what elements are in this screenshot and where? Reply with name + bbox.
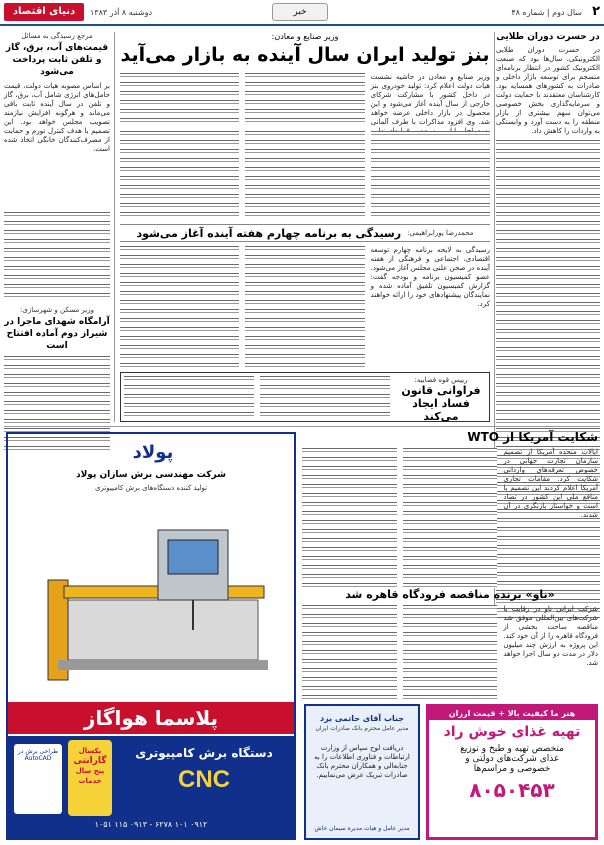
section-divider xyxy=(4,426,600,427)
mid-body: رسیدگی به لایحه برنامه چهارم توسعه اقتصادی، اجتماعی و فرهنگی از هفته آینده در صحن علنی مجلس آغاز می‌شود. عضو کمیسیون برنامه و بودجه گفت: گزارش کمیسیون تلفیق آماده شده و نمایندگان پیشنهادهای خود را ارائه خواهند کرد. xyxy=(370,246,490,308)
cnc-advertisement xyxy=(6,432,296,840)
cnc-machine-image xyxy=(28,500,278,696)
food-line2: غذای شرکت‌های دولتی و xyxy=(465,754,559,764)
food-line3: خصوصی و مراسم‌ها xyxy=(473,764,551,774)
cnc-phones: ۰۹۱۲ ۱۰۱ ۶۲۷۸ - ۰۹۱۳ ۱۱۵ ۱۰۵۱ xyxy=(94,820,208,829)
warranty-line4: خدمات xyxy=(78,777,102,785)
cnc-device-text: دستگاه برش کامپیوتری xyxy=(135,746,273,760)
food-advertisement xyxy=(426,704,598,840)
lead-text-column-4 xyxy=(371,131,490,221)
lead-text-column-5 xyxy=(245,131,364,221)
mid-story xyxy=(120,246,490,368)
congrats-advertisement xyxy=(304,704,420,840)
warranty-line1: یکسال xyxy=(78,747,102,755)
autocad-badge xyxy=(14,744,62,814)
cnc-bottom-panel xyxy=(8,736,294,838)
left-body: بر اساس مصوبه هیات دولت، قیمت حامل‌های انرژی شامل آب، برق، گاز و تلفن در سال آینده ثابت باقی می‌ماند و هرگونه افزایش نیازمند تصویب مجلس خواهد بود. این تصمیم با هدف کنترل تورم و حمایت از مصرف‌کنندگان خانگی اتخاذ شده است. xyxy=(4,82,110,153)
tender-headline: «ناو» برنده مناقصه فرودگاه قاهره شد xyxy=(345,588,555,601)
food-phone: ۸۰۵۰۴۵۳ xyxy=(469,778,555,802)
page-number: ۲ xyxy=(592,4,600,19)
cnc-company-name: شرکت مهندسی برش سازان پولاد xyxy=(75,470,226,480)
lead-headline: بنز تولید ایران سال آینده به بازار می‌آید xyxy=(120,44,490,66)
warranty-line3: پنج سال xyxy=(75,767,105,775)
left-headline: قیمت‌های آب، برق، گاز و تلفن ثابت پرداخت می‌شود xyxy=(5,43,109,77)
page-header xyxy=(0,0,604,26)
wto-text-column-3 xyxy=(302,448,397,588)
food-top-banner: هنر ما کیفیت بالا + قیمت ارزان xyxy=(429,707,595,720)
food-line1: متخصص تهیه و طبخ و توزیع xyxy=(460,744,564,754)
congrats-subtitle: مدیر عامل محترم بانک صادرات ایران xyxy=(315,725,409,732)
box-headline-line1: فراوانی قانون xyxy=(401,384,481,397)
plasma-banner: پلاسما هواگاز xyxy=(8,702,294,734)
lead-text-column-6 xyxy=(120,131,239,221)
subhead-prefix: محمدرضا پورابراهیمی: xyxy=(407,229,474,237)
mid-text-column-3 xyxy=(120,246,239,368)
cnc-label: CNC xyxy=(178,766,230,793)
wto-story xyxy=(302,430,598,580)
food-title: تهیه غذای خوش راد xyxy=(443,724,581,740)
lead-body: وزیر صنایع و معادن در حاشیه نشست هیات دولت اعلام کرد: تولید خودروی بنز در داخل کشور با مشارکت شرکای خارجی از سال آینده آغاز می‌شود و این محصول در بازار داخلی عرضه خواهد شد. وی افزود مذاکرات با طرف آلمانی xyxy=(370,73,490,126)
cnc-tagline: تولید کننده دستگاه‌های برش کامپیوتری xyxy=(94,484,208,492)
congrats-title: جناب آقای حاتمی یزد xyxy=(319,714,405,723)
tender-text-column-2 xyxy=(403,605,498,701)
wto-headline: شکایت آمریکا از WTO xyxy=(467,430,598,444)
wto-body: ایالات متحده آمریکا از تصمیم سازمان تجارت جهانی در خصوص تعرفه‌های وارداتی شکایت کرد. مقامات تجاری آمریکا اعلام کردند این تصمیم با منافع ملی این کشور در تضاد است و خواستار بازنگری در آن شدند. xyxy=(503,448,598,519)
box-headline-line2: فساد ایجاد می‌کند xyxy=(412,397,470,423)
left-headline-2: آرامگاه شهدای ماجرا در شیراز دوم آماده افتتاح است xyxy=(4,317,110,351)
box-kicker: رییس قوه قضاییه: xyxy=(414,376,468,384)
right-column-body: در حسرت دوران طلایی الکترونیکی، سال‌ها بود که صنعت الکترونیک کشور در انتظار برنامه‌ای منسجم برای توسعه بازار داخلی و صادرات به کشورهای همسایه بود. کارشناسان معتقدند با حمایت دولت و سرمایه‌گذاری بخش خصوصی می‌توان سهم بیشتری از بازار منطقه را به دست آورد و وابستگی به واردات را کاهش داد. xyxy=(496,46,600,135)
box-text-2 xyxy=(124,376,254,418)
subhead-text: رسیدگی به برنامه چهارم هفته آینده آغاز می‌شود xyxy=(136,226,402,240)
newspaper-logo: دنیای اقتصاد xyxy=(4,3,84,21)
box-text-1 xyxy=(260,376,390,418)
box-story xyxy=(120,372,490,422)
warranty-badge xyxy=(68,740,112,816)
lead-text-column-3 xyxy=(120,73,239,127)
section-label: خبر xyxy=(272,3,328,21)
congrats-body: دریافت لوح سپاس از وزارت ارتباطات و فناوری اطلاعات را به جنابعالی و همکاران محترم بانک صادرات تبریک عرض می‌نماییم. xyxy=(314,744,410,779)
left-column xyxy=(4,32,110,422)
left-text-block xyxy=(4,212,110,302)
tender-body: شرکت ایرانی ناو در رقابت با شرکت‌های بین‌المللی موفق شد مناقصه ساخت بخشی از فرودگاه قاهره را از آن خود کند. این پروژه به ارزش چند میلیون دلار در مدت دو سال اجرا خواهد شد. xyxy=(503,605,598,667)
wto-text-column-2 xyxy=(403,448,498,588)
lead-kicker: وزیر صنایع و معادن: xyxy=(271,32,339,41)
mid-text-column-2 xyxy=(245,246,364,368)
lead-text-column-2 xyxy=(245,73,364,127)
tender-story xyxy=(302,588,598,698)
subhead-strip xyxy=(120,224,490,242)
column-divider xyxy=(114,32,115,422)
warranty-line2: گارانتی xyxy=(73,756,107,766)
issue-date: دوشنبه ۸ آذر ۱۳۸۳ xyxy=(90,8,153,17)
right-column-headline: در حسرت دوران طلایی xyxy=(496,32,600,42)
lead-story xyxy=(120,32,490,222)
congrats-footer: مدیر عامل و هیات مدیره سیمان خاش xyxy=(314,825,410,832)
left-kicker: مرجع رسیدگی به مسائل xyxy=(21,32,93,40)
tender-text-column-3 xyxy=(302,605,397,701)
left-kicker-2: وزیر مسکن و شهرسازی: xyxy=(20,306,94,314)
issue-info: سال دوم | شماره ۴۸ xyxy=(511,8,582,17)
autocad-text: طراحی برش در AutoCAD xyxy=(17,748,59,762)
pulad-logo: پولاد xyxy=(132,442,174,463)
